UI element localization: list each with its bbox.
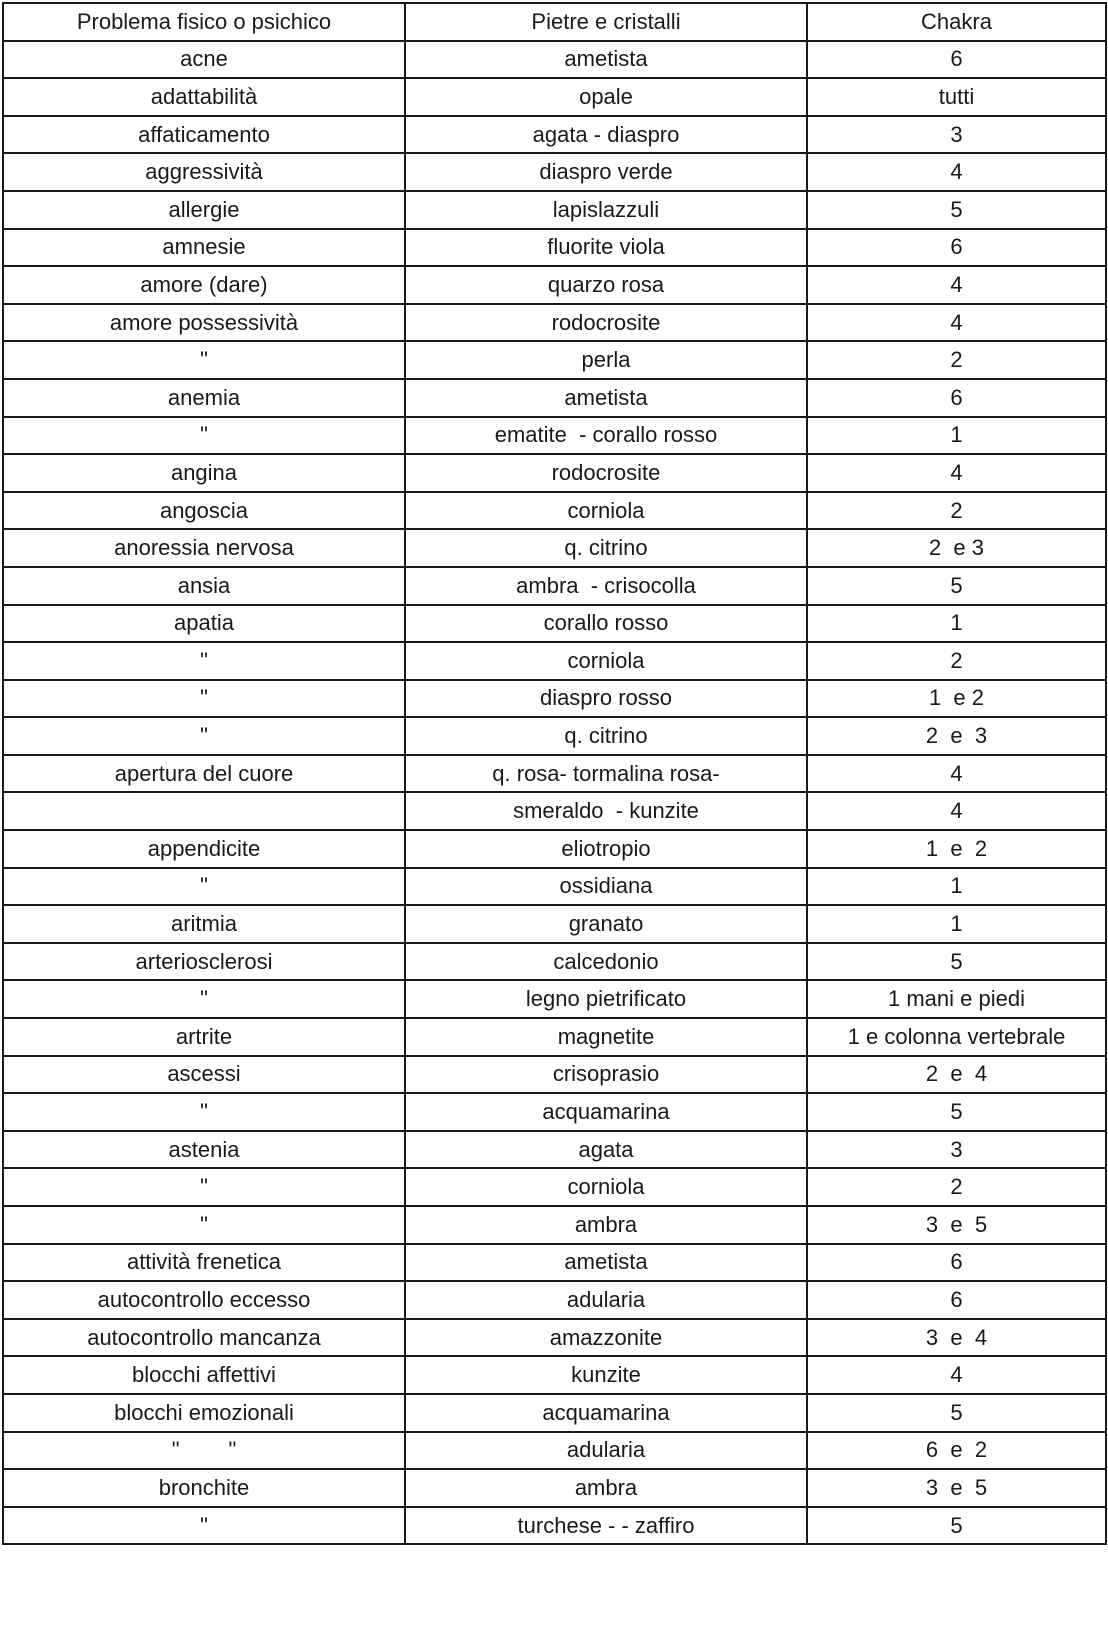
cell-stones: opale [405,78,807,116]
cell-problem: " " [3,1432,405,1470]
cell-chakra: 1 [807,868,1106,906]
cell-chakra: 4 [807,454,1106,492]
table-body [3,41,1106,1545]
table-row [3,792,1106,830]
cell-chakra: 1 [807,905,1106,943]
cell-stones: rodocrosite [405,454,807,492]
table-row [3,1244,1106,1282]
cell-problem: amore possessività [3,304,405,342]
cell-chakra: 4 [807,1356,1106,1394]
cell-stones: adularia [405,1281,807,1319]
cell-stones: q. rosa- tormalina rosa- [405,755,807,793]
cell-chakra: 6 [807,1244,1106,1282]
cell-stones: turchese - - zaffiro [405,1507,807,1545]
cell-chakra: 5 [807,567,1106,605]
header-row [3,3,1106,41]
cell-stones: crisoprasio [405,1056,807,1094]
cell-problem: ascessi [3,1056,405,1094]
cell-problem: blocchi emozionali [3,1394,405,1432]
table-row [3,266,1106,304]
cell-chakra: 6 [807,229,1106,267]
cell-chakra: 2 [807,492,1106,530]
cell-problem: " [3,341,405,379]
cell-problem: " [3,868,405,906]
table-row [3,492,1106,530]
table-row [3,229,1106,267]
table-row [3,1131,1106,1169]
cell-stones: corniola [405,1168,807,1206]
cell-chakra: 1 [807,605,1106,643]
table-row [3,1319,1106,1357]
cell-problem: attività frenetica [3,1244,405,1282]
cell-problem: apatia [3,605,405,643]
cell-stones: q. citrino [405,717,807,755]
table-row [3,1469,1106,1507]
cell-stones: eliotropio [405,830,807,868]
cell-chakra: 1 e 2 [807,830,1106,868]
cell-stones: magnetite [405,1018,807,1056]
cell-problem: appendicite [3,830,405,868]
cell-stones: ambra [405,1206,807,1244]
cell-problem: arteriosclerosi [3,943,405,981]
cell-stones: diaspro rosso [405,680,807,718]
cell-problem: aritmia [3,905,405,943]
table-row [3,78,1106,116]
table-row [3,41,1106,79]
table-row [3,1281,1106,1319]
cell-stones: lapislazzuli [405,191,807,229]
cell-stones: q. citrino [405,529,807,567]
chakra-table [2,2,1107,1545]
cell-problem: " [3,717,405,755]
table-row [3,116,1106,154]
cell-chakra: 3 e 5 [807,1206,1106,1244]
cell-stones: perla [405,341,807,379]
cell-problem: acne [3,41,405,79]
cell-stones: quarzo rosa [405,266,807,304]
cell-problem: " [3,1507,405,1545]
cell-stones: ambra - crisocolla [405,567,807,605]
cell-chakra: 3 [807,116,1106,154]
table-row [3,153,1106,191]
cell-problem: amnesie [3,229,405,267]
cell-problem: " [3,417,405,455]
cell-problem: " [3,1168,405,1206]
cell-problem: allergie [3,191,405,229]
cell-stones: ossidiana [405,868,807,906]
table-row [3,1056,1106,1094]
cell-problem: astenia [3,1131,405,1169]
cell-chakra: 3 e 5 [807,1469,1106,1507]
table-row [3,454,1106,492]
cell-problem: " [3,1206,405,1244]
cell-stones: acquamarina [405,1093,807,1131]
cell-problem: adattabilità [3,78,405,116]
header-stones: Pietre e cristalli [405,3,807,41]
cell-problem: " [3,1093,405,1131]
cell-problem: " [3,980,405,1018]
cell-stones: corniola [405,642,807,680]
table-row [3,717,1106,755]
cell-stones: granato [405,905,807,943]
cell-stones: fluorite viola [405,229,807,267]
cell-problem: angina [3,454,405,492]
table-row [3,868,1106,906]
cell-chakra: 1 e 2 [807,680,1106,718]
table-row [3,379,1106,417]
cell-problem: affaticamento [3,116,405,154]
cell-problem: " [3,680,405,718]
cell-stones: legno pietrificato [405,980,807,1018]
cell-stones: ametista [405,41,807,79]
table-row [3,1168,1106,1206]
table-row [3,755,1106,793]
cell-chakra: 5 [807,1394,1106,1432]
table-row [3,567,1106,605]
cell-chakra: 6 [807,1281,1106,1319]
cell-chakra: 3 [807,1131,1106,1169]
cell-problem: autocontrollo eccesso [3,1281,405,1319]
cell-problem [3,792,405,830]
table-row [3,642,1106,680]
cell-stones: ambra [405,1469,807,1507]
table-header [3,3,1106,41]
cell-stones: adularia [405,1432,807,1470]
cell-chakra: 4 [807,266,1106,304]
table-row [3,529,1106,567]
table-row [3,1394,1106,1432]
cell-chakra: 4 [807,153,1106,191]
cell-problem: artrite [3,1018,405,1056]
cell-problem: apertura del cuore [3,755,405,793]
cell-problem: anemia [3,379,405,417]
cell-chakra: 2 [807,341,1106,379]
cell-chakra: 2 e 4 [807,1056,1106,1094]
cell-problem: aggressività [3,153,405,191]
cell-stones: ematite - corallo rosso [405,417,807,455]
cell-problem: blocchi affettivi [3,1356,405,1394]
cell-stones: corallo rosso [405,605,807,643]
cell-problem: autocontrollo mancanza [3,1319,405,1357]
cell-chakra: 2 [807,642,1106,680]
table-row [3,304,1106,342]
cell-problem: amore (dare) [3,266,405,304]
cell-problem: ansia [3,567,405,605]
table-row [3,1432,1106,1470]
cell-stones: agata - diaspro [405,116,807,154]
cell-stones: smeraldo - kunzite [405,792,807,830]
cell-chakra: 6 [807,379,1106,417]
cell-chakra: 2 e 3 [807,717,1106,755]
cell-problem: anoressia nervosa [3,529,405,567]
table-row [3,1206,1106,1244]
cell-chakra: 1 e colonna vertebrale [807,1018,1106,1056]
cell-chakra: 5 [807,943,1106,981]
cell-chakra: 4 [807,792,1106,830]
table-row [3,1356,1106,1394]
table-row [3,605,1106,643]
cell-chakra: 1 [807,417,1106,455]
table-row [3,830,1106,868]
table-row [3,943,1106,981]
cell-stones: acquamarina [405,1394,807,1432]
cell-problem: angoscia [3,492,405,530]
cell-stones: diaspro verde [405,153,807,191]
cell-chakra: 5 [807,1507,1106,1545]
table-row [3,1093,1106,1131]
table-row [3,417,1106,455]
cell-stones: corniola [405,492,807,530]
cell-chakra: 6 e 2 [807,1432,1106,1470]
cell-chakra: 5 [807,191,1106,229]
cell-chakra: 2 e 3 [807,529,1106,567]
header-problem: Problema fisico o psichico [3,3,405,41]
cell-chakra: tutti [807,78,1106,116]
table-row [3,680,1106,718]
cell-problem: bronchite [3,1469,405,1507]
cell-stones: amazzonite [405,1319,807,1357]
cell-chakra: 3 e 4 [807,1319,1106,1357]
table-row [3,905,1106,943]
table-row [3,341,1106,379]
cell-chakra: 2 [807,1168,1106,1206]
cell-chakra: 5 [807,1093,1106,1131]
table-row [3,980,1106,1018]
cell-stones: kunzite [405,1356,807,1394]
cell-stones: agata [405,1131,807,1169]
table-row [3,191,1106,229]
cell-stones: ametista [405,379,807,417]
cell-problem: " [3,642,405,680]
cell-chakra: 4 [807,304,1106,342]
table-row [3,1507,1106,1545]
cell-chakra: 1 mani e piedi [807,980,1106,1018]
cell-stones: rodocrosite [405,304,807,342]
cell-stones: calcedonio [405,943,807,981]
cell-chakra: 4 [807,755,1106,793]
header-chakra: Chakra [807,3,1106,41]
cell-stones: ametista [405,1244,807,1282]
table-row [3,1018,1106,1056]
cell-chakra: 6 [807,41,1106,79]
